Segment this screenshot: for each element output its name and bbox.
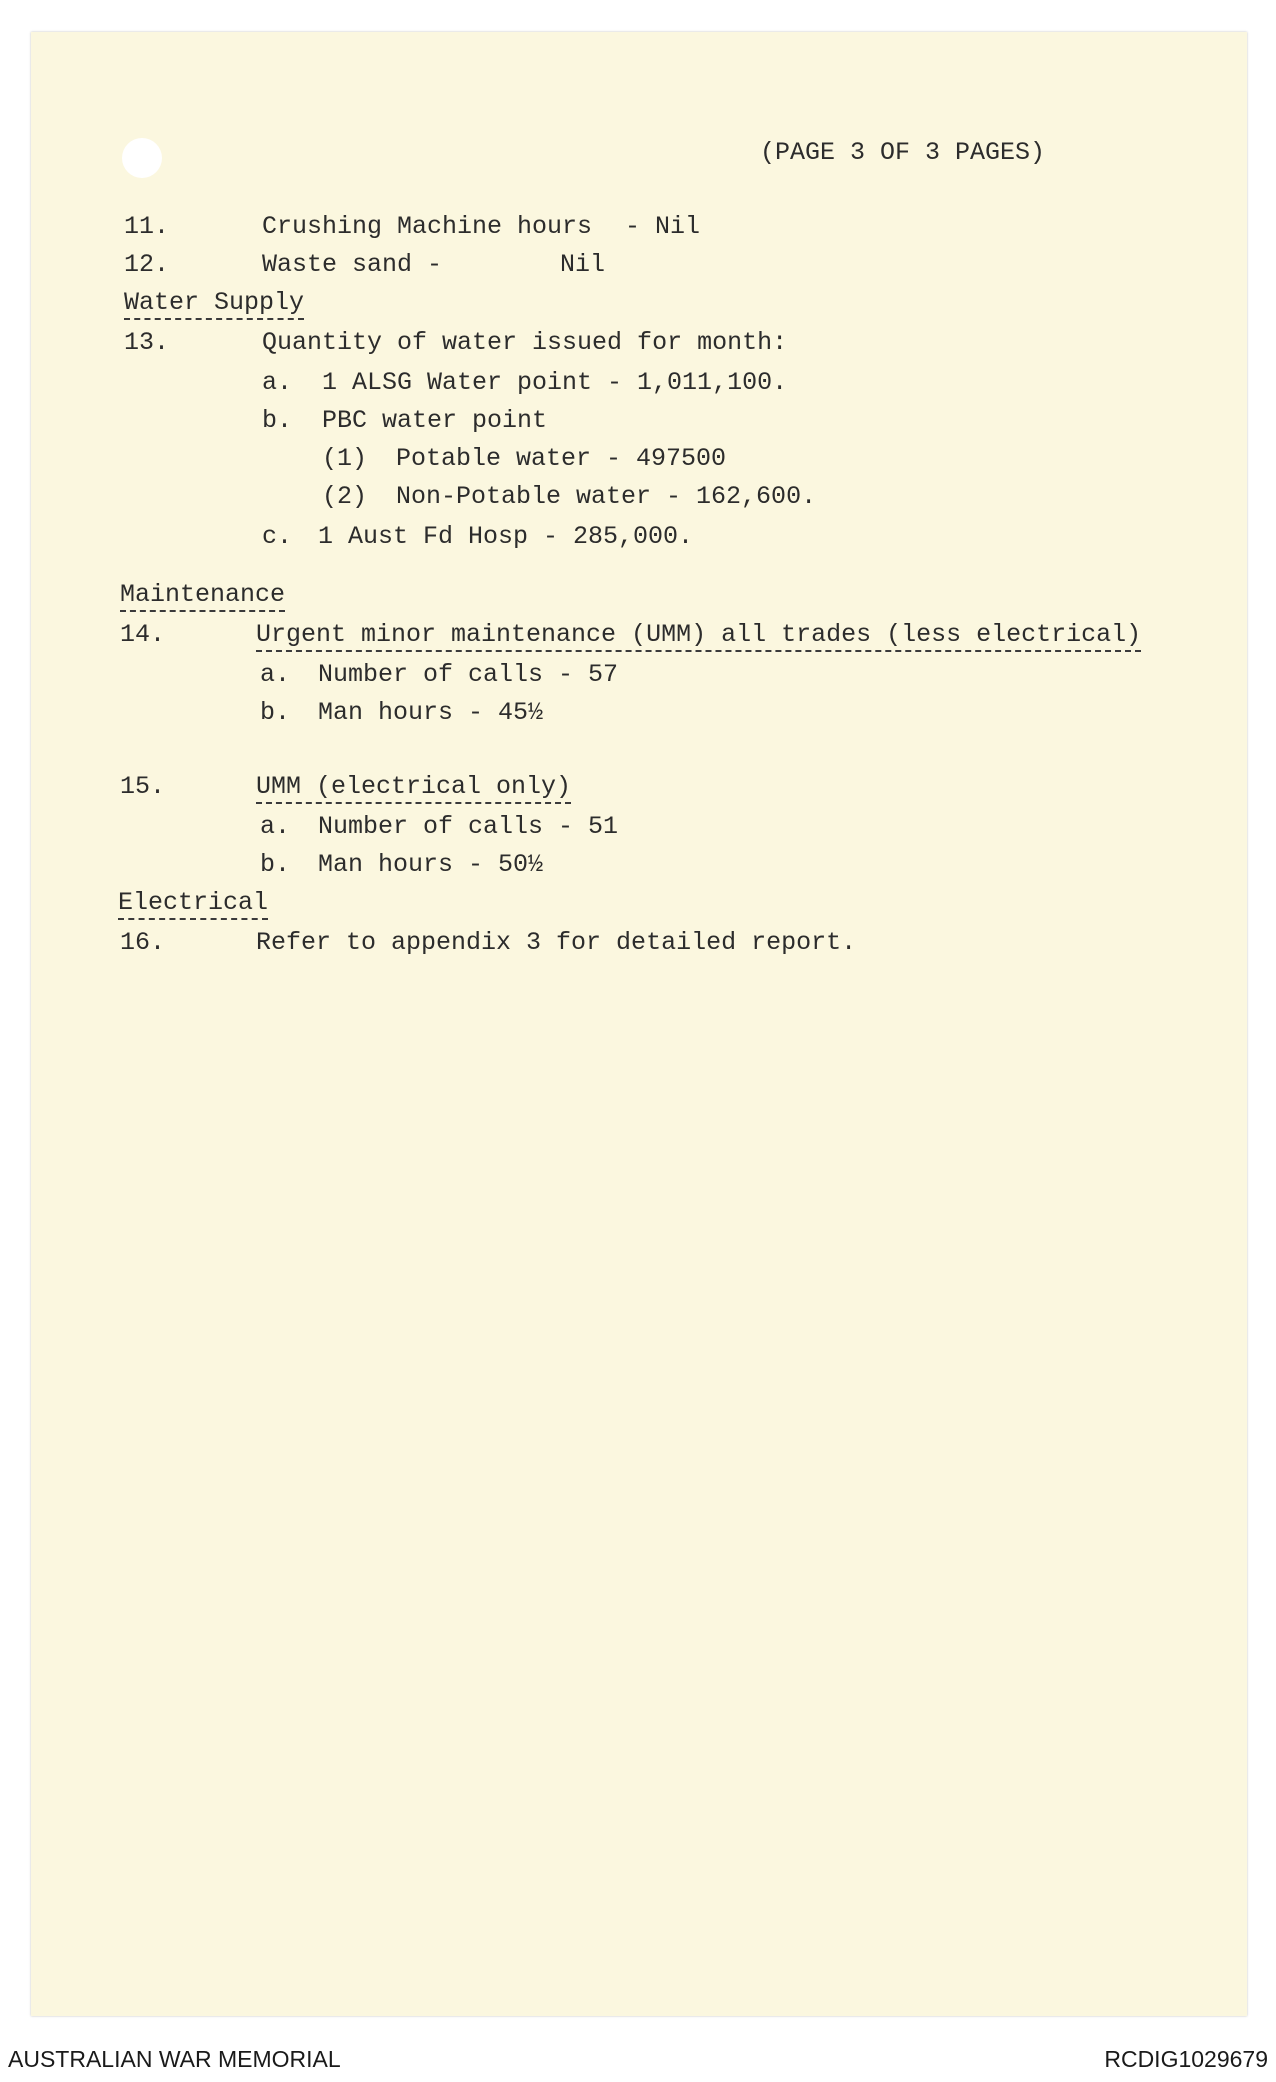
item-15b-text: Man hours - 50½	[318, 850, 544, 879]
item-12-value: Nil	[560, 250, 606, 279]
item-14-number: 14.	[120, 620, 166, 649]
item-13b2-text: Non-Potable water - 162,600.	[396, 482, 817, 511]
item-12-text: Waste sand -	[262, 250, 443, 279]
item-13c-text: 1 Aust Fd Hosp - 285,000.	[318, 522, 694, 551]
item-13b1-text: Potable water - 497500	[396, 444, 727, 473]
item-15a-text: Number of calls - 51	[318, 812, 619, 841]
item-13b2-label: (2)	[322, 482, 368, 511]
item-13a-label: a.	[262, 368, 293, 397]
item-15-text: UMM (electrical only)	[256, 774, 571, 804]
item-13b1-label: (1)	[322, 444, 368, 473]
electrical-heading: Electrical	[118, 890, 268, 920]
item-13a-text: 1 ALSG Water point - 1,011,100.	[322, 368, 788, 397]
punch-hole	[122, 138, 162, 178]
item-15b-label: b.	[260, 850, 291, 879]
item-11-number: 11.	[124, 212, 170, 241]
item-15-number: 15.	[120, 772, 166, 801]
item-14b-label: b.	[260, 698, 291, 727]
item-14a-label: a.	[260, 660, 291, 689]
item-16-number: 16.	[120, 928, 166, 957]
item-14a-text: Number of calls - 57	[318, 660, 619, 689]
item-11-value: - Nil	[625, 212, 701, 241]
item-13b-text: PBC water point	[322, 406, 548, 435]
item-13c-label: c.	[262, 522, 293, 551]
item-12-number: 12.	[124, 250, 170, 279]
item-13-text: Quantity of water issued for month:	[262, 328, 788, 357]
item-14b-text: Man hours - 45½	[318, 698, 544, 727]
item-14-text: Urgent minor maintenance (UMM) all trades (less electrical)	[256, 622, 1141, 652]
item-13-number: 13.	[124, 328, 170, 357]
page-marker: (PAGE 3 OF 3 PAGES)	[760, 138, 1046, 167]
maintenance-heading: Maintenance	[120, 582, 285, 612]
water-supply-heading: Water Supply	[124, 290, 304, 320]
item-15a-label: a.	[260, 812, 291, 841]
item-13b-label: b.	[262, 406, 293, 435]
footer-institution: AUSTRALIAN WAR MEMORIAL	[8, 2046, 341, 2072]
footer-reference-id: RCDIG1029679	[1104, 2046, 1268, 2072]
item-11-text: Crushing Machine hours	[262, 212, 593, 241]
item-16-text: Refer to appendix 3 for detailed report.	[256, 928, 857, 957]
